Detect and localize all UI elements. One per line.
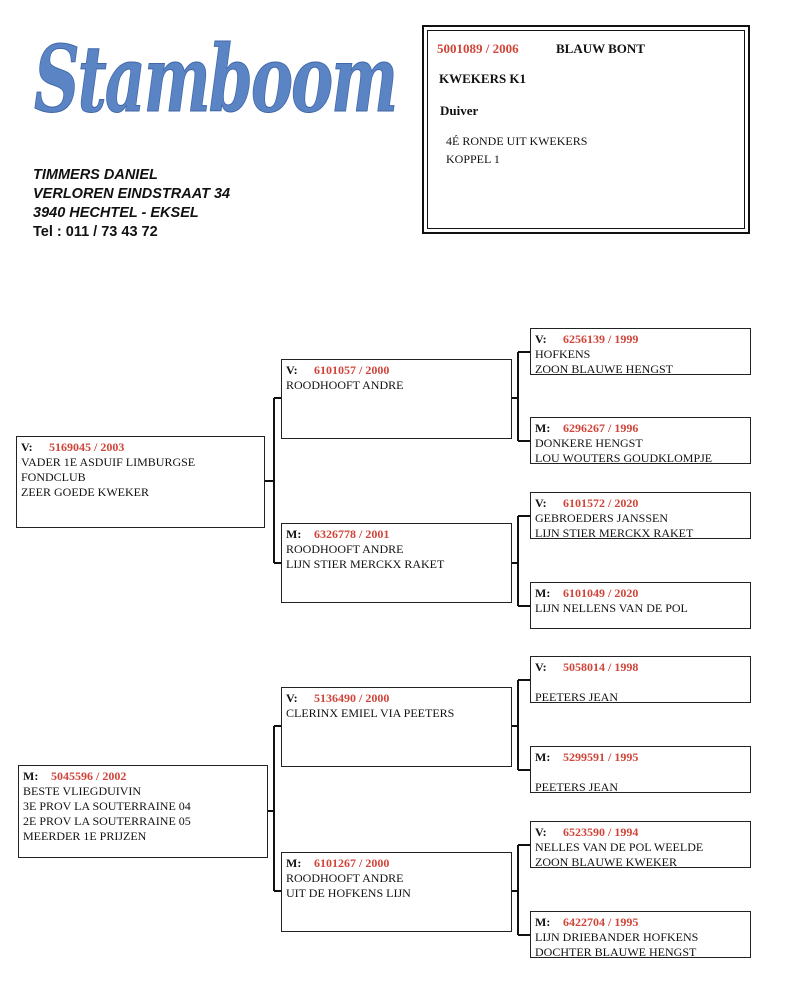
description-line: ZEER GOEDE KWEKER — [21, 485, 149, 499]
box-header — [535, 586, 746, 601]
ring-number: 5045596 / 2002 — [51, 769, 127, 783]
ring-number: 6256139 / 1999 — [563, 332, 639, 346]
ring-number: 5058014 / 1998 — [563, 660, 639, 674]
bird-sex: Duiver — [440, 103, 479, 118]
ring-number: 6101049 / 2020 — [563, 586, 639, 600]
bird-info-box — [422, 25, 750, 234]
pedigree-box-fmf — [530, 492, 751, 539]
description-line: NELLES VAN DE POL WEELDE — [535, 840, 704, 854]
ring-number: 6101572 / 2020 — [563, 496, 639, 510]
sex-label: V: — [286, 363, 298, 377]
bird-ring-number: 5001089 / 2006 — [437, 41, 519, 56]
box-header — [535, 660, 746, 675]
sex-label: M: — [535, 421, 551, 435]
description-line: LIJN NELLENS VAN DE POL — [535, 601, 688, 615]
owner-street: VERLOREN EINDSTRAAT 34 — [33, 186, 231, 202]
owner-city: 3940 HECHTEL - EKSEL — [33, 205, 199, 221]
description-line: VADER 1E ASDUIF LIMBURGSE — [21, 455, 196, 469]
box-header — [23, 769, 263, 784]
ring-number: 6296267 / 1996 — [563, 421, 639, 435]
box-header — [286, 363, 507, 378]
description-line: MEERDER 1E PRIJZEN — [23, 829, 147, 843]
description-line: DOCHTER BLAUWE HENGST — [535, 945, 697, 959]
pedigree-box-fff — [530, 328, 751, 375]
sex-label: M: — [535, 586, 551, 600]
description-line: UIT DE HOFKENS LIJN — [286, 886, 411, 900]
ring-number: 6523590 / 1994 — [563, 825, 639, 839]
pedigree-box-dam-mother — [281, 852, 512, 932]
sex-label: V: — [535, 332, 547, 346]
description-line: 3E PROV LA SOUTERRAINE 04 — [23, 799, 191, 813]
ring-number: 5136490 / 2000 — [314, 691, 390, 705]
description-line: LOU WOUTERS GOUDKLOMPJE — [535, 451, 713, 465]
sex-label: V: — [535, 825, 547, 839]
ring-number: 5169045 / 2003 — [49, 440, 125, 454]
box-header — [535, 825, 746, 840]
description-line: GEBROEDERS JANSSEN — [535, 511, 669, 525]
stamboom-logo — [30, 25, 400, 130]
description-line: ROODHOOFT ANDRE — [286, 542, 404, 556]
ring-number: 6101267 / 2000 — [314, 856, 390, 870]
ring-number: 6101057 / 2000 — [314, 363, 390, 377]
box-header — [535, 915, 746, 930]
description-line: LIJN STIER MERCKX RAKET — [535, 526, 694, 540]
pedigree-box-mfm — [530, 746, 751, 793]
pedigree-box-mmf — [530, 821, 751, 868]
description-line: HOFKENS — [535, 347, 591, 361]
description-line: LIJN STIER MERCKX RAKET — [286, 557, 445, 571]
pedigree-box-mff — [530, 656, 751, 703]
sex-label: V: — [21, 440, 33, 454]
description-line: ROODHOOFT ANDRE — [286, 871, 404, 885]
pedigree-box-father — [16, 436, 265, 528]
sex-label: V: — [286, 691, 298, 705]
description-line — [535, 675, 746, 690]
description-line: ZOON BLAUWE HENGST — [535, 362, 673, 376]
bird-color: BLAUW BONT — [556, 41, 645, 56]
description-line: FONDCLUB — [21, 470, 86, 484]
logo-text: Stamboom — [34, 25, 396, 130]
description-line: DONKERE HENGST — [535, 436, 643, 450]
box-header — [535, 496, 746, 511]
sex-label: M: — [535, 915, 551, 929]
pedigree-box-sire-father — [281, 359, 512, 439]
description-line: ZOON BLAUWE KWEKER — [535, 855, 677, 869]
description-line: 2E PROV LA SOUTERRAINE 05 — [23, 814, 191, 828]
box-header — [286, 691, 507, 706]
ring-number: 5299591 / 1995 — [563, 750, 639, 764]
owner-name: TIMMERS DANIEL — [33, 167, 158, 183]
sex-label: M: — [286, 856, 302, 870]
description-line: ROODHOOFT ANDRE — [286, 378, 404, 392]
bird-note-1: 4É RONDE UIT KWEKERS — [446, 134, 588, 148]
bird-line: KWEKERS K1 — [439, 71, 527, 86]
box-header — [286, 527, 507, 542]
sex-label: V: — [535, 660, 547, 674]
box-header — [535, 332, 746, 347]
box-header — [21, 440, 260, 455]
description-line: LIJN DRIEBANDER HOFKENS — [535, 930, 699, 944]
ring-number: 6326778 / 2001 — [314, 527, 390, 541]
owner-phone: Tel : 011 / 73 43 72 — [33, 224, 158, 240]
pedigree-box-dam-father — [281, 687, 512, 767]
ring-number: 6422704 / 1995 — [563, 915, 639, 929]
description-line: PEETERS JEAN — [535, 690, 619, 704]
sex-label: M: — [535, 750, 551, 764]
logo-graphic — [30, 25, 400, 130]
sex-label: V: — [535, 496, 547, 510]
description-line: BESTE VLIEGDUIVIN — [23, 784, 142, 798]
bird-note-2: KOPPEL 1 — [446, 152, 500, 166]
pedigree-box-sire-mother — [281, 523, 512, 603]
sex-label: M: — [286, 527, 302, 541]
box-header — [535, 750, 746, 765]
pedigree-box-fmm — [530, 582, 751, 629]
pedigree-box-ffm — [530, 417, 751, 464]
pedigree-box-mmm — [530, 911, 751, 958]
description-line — [535, 765, 746, 780]
pedigree-box-mother — [18, 765, 268, 858]
sex-label: M: — [23, 769, 39, 783]
description-line: CLERINX EMIEL VIA PEETERS — [286, 706, 455, 720]
box-header — [535, 421, 746, 436]
owner-address — [33, 166, 230, 242]
description-line: PEETERS JEAN — [535, 780, 619, 794]
box-header — [286, 856, 507, 871]
